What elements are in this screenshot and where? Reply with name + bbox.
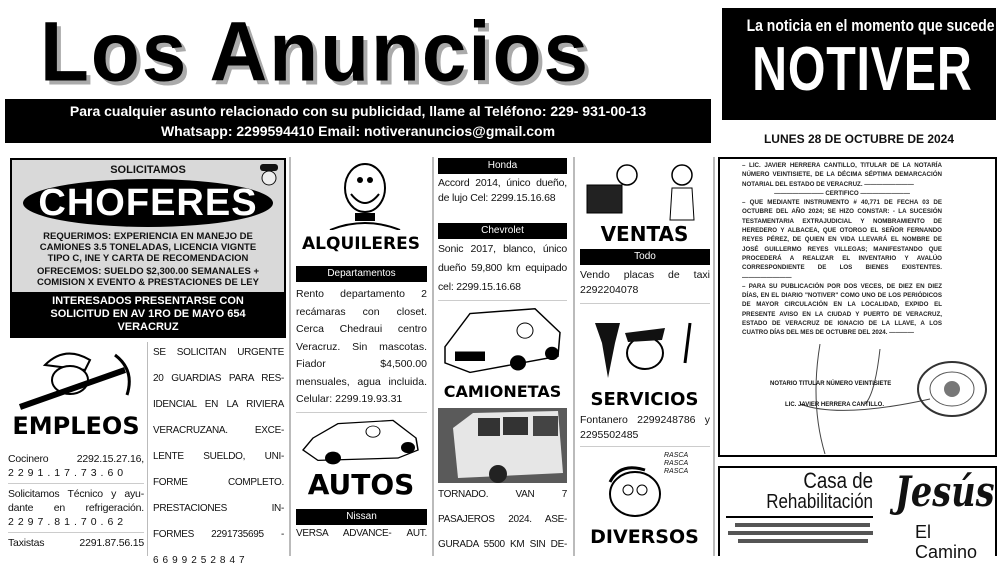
ad-line: 20 GUARDIAS PARA RES- [153, 373, 284, 384]
plumber-cartoon-icon [590, 318, 705, 386]
fine-print-bar [728, 531, 873, 535]
choferes-ad [10, 158, 286, 338]
ad-text: Accord 2014, único dueño, de lujo Cel: 2299.15.16.68 [438, 177, 567, 204]
category-label: Chevrolet [438, 223, 567, 239]
ad-text: Fontanero 2299248786 y 2295502485 [580, 414, 710, 441]
alquileres-heading: ALQUILERES [302, 234, 420, 254]
section-title: Los Anuncios [40, 4, 590, 99]
ad-line: VERSA ADVANCE- AUT. [296, 528, 427, 539]
ad-line: FORME COMPLETO. [153, 477, 284, 488]
camionetas-heading: CAMIONETAS [443, 382, 562, 401]
van-photo [438, 408, 567, 483]
ad-line: LENTE SUELDO, UNI- [153, 451, 284, 462]
issue-date: LUNES 28 DE OCTUBRE DE 2024 [763, 132, 955, 146]
ad-text: Vendo placas de taxi 2292204078 [580, 269, 710, 296]
car-cartoon-icon [298, 414, 428, 466]
ad-line: Solicitamos Técnico y ayu- [8, 488, 144, 500]
ad-footer [12, 292, 284, 336]
empleos-ads [8, 452, 144, 550]
ad-line: PRESTACIONES IN- [153, 503, 284, 514]
requirement-line: CAMIONES 3.5 TONELADAS, LICENCIA VIGNTE [39, 242, 257, 253]
driver-cap-icon [256, 162, 282, 188]
van-ad [438, 482, 567, 557]
ad-line: 2297.81.70.62 [8, 516, 128, 528]
pickup-truck-cartoon-icon [440, 304, 565, 380]
category-label: Nissan [296, 509, 427, 525]
category-label: Todo [580, 249, 710, 265]
servicios-heading: SERVICIOS [590, 389, 699, 410]
ad-line: 2291.17.73.60 [8, 467, 128, 479]
sellers-cartoon-icon [582, 160, 710, 222]
ad-line: FORMES 2291735695 - [153, 529, 284, 540]
notary-signature-title: NOTARIO TITULAR NÚMERO VEINTISIETE [770, 381, 892, 387]
ad-line: Sonic 2017, blanco, único [438, 243, 567, 255]
notiver-logo [722, 8, 996, 120]
notary-paragraph: – LIC. JAVIER HERRERA CANTILLO, TITULAR DE LA NOTARÍA NÚMERO VEINTISIETE, DE LA DÉCIMA SÉPTIMA DEMARCACIÓN NOTARIAL DEL ESTADO DE VERACRUZ. ———————— [742, 162, 942, 188]
ad-line: VERACRUZANA. EXCE- [153, 425, 284, 436]
rehab-title-line2: Rehabilitación [766, 491, 873, 513]
brand-name: NOTIVER [752, 35, 973, 104]
rehab-logo-sub: El Camino [915, 522, 978, 562]
ad-line: dante en refrigeración. [8, 502, 144, 514]
ad-line: TORNADO. VAN 7 [438, 489, 567, 500]
ad-line: Taxistas 2291.87.56.15 [8, 537, 144, 549]
smiling-man-cartoon-icon [325, 158, 405, 230]
ad-kicker: SOLICITAMOS [110, 164, 186, 176]
ad-line: Cocinero 2292.15.27.16, [8, 453, 144, 465]
footer-line: VERACRUZ [117, 321, 179, 333]
ad-title: CHOFERES [23, 179, 273, 227]
offer-line: COMISION X EVENTO & PRESTACIONES DE LEY [37, 277, 259, 288]
notary-notice [718, 157, 997, 457]
notary-seal-icon [915, 359, 990, 419]
contact-bar [5, 99, 711, 143]
fine-print-bar [738, 539, 868, 543]
ad-line: IDENCIAL EN LA RIVIERA [153, 399, 284, 410]
notary-signature-name: LIC. JAVIER HERRERA CANTILLO. [785, 402, 885, 408]
speech-text: RASCA RASCA RASCA [664, 452, 689, 475]
rehab-ad [718, 466, 997, 562]
contact-phone: Para cualquier asunto relacionado con su publicidad, llame al Teléfono: 229- 931-00-13 [69, 103, 647, 119]
footer-line: INTERESADOS PRESENTARSE CON [52, 295, 244, 307]
column-divider [713, 157, 715, 556]
notary-paragraph: – PARA SU PUBLICACIÓN POR DOS VECES, DE DIEZ EN DIEZ DÍAS, EN EL DIARIO "NOTIVER" COMO UNO DE LOS PERIÓDICOS DE MAYOR CIRCULACIÓN EN LA LOCALIDAD, EXPIDO EL PRESENTE AVISO EN LA CIUDAD Y PUERTO DE VERACRUZ, ESTADO DE VERACRUZ DE IGNACIO DE LA LLAVE, A LOS CUATRO DÍAS DEL MES DE OCTUBRE DEL 2024. ———— [742, 282, 942, 337]
guardias-ad [153, 340, 284, 574]
offer-line: OFRECEMOS: SUELDO $2,300.00 SEMANALES + [37, 266, 259, 277]
ad-line: dueño 59,800 km equipado [438, 262, 567, 274]
diversos-heading: DIVERSOS [590, 526, 699, 548]
column-divider [573, 157, 575, 556]
column-divider [147, 342, 148, 556]
autos-heading: AUTOS [307, 468, 415, 501]
scratching-head-cartoon-icon [590, 452, 662, 524]
ad-line: GURADA 5500 KM SIN DE- [438, 539, 567, 550]
notary-certifico: ———————— CERTIFICO ———————— [774, 189, 910, 197]
slogan: La noticia en el momento que sucede [746, 16, 995, 35]
contact-whatsapp-email: Whatsapp: 2299594410 Email: notiveranuncios@gmail.com [160, 123, 556, 139]
ad-text: Rento departamento 2 recámaras con closet. Cerca Chedraui centro Veracruz. Sin mascotas. Fiador $4,500.00 mensuales, agua incluida. Celular: 2299.19.93.31 [296, 288, 427, 405]
column-divider [289, 157, 291, 556]
empleos-heading: EMPLEOS [12, 412, 140, 440]
ad-line: cel: 2299.15.16.68 [438, 281, 521, 293]
ad-line: SE SOLICITAN URGENTE [153, 347, 284, 358]
category-label: Honda [438, 158, 567, 174]
chevrolet-ad [438, 240, 567, 297]
ad-line: PASAJEROS 2024. ASE- [438, 514, 567, 525]
category-label: Departamentos [296, 266, 427, 282]
notary-paragraph: – QUE MEDIANTE INSTRUMENTO # 40,771 DE FECHA 03 DE OCTUBRE DEL AÑO 2024; SE HIZO CONSTAR: - LA SUCESIÓN TESTAMENTARIA EXTRAJUDICIAL Y NOMBRAMIENTO DE HEREDERO Y ALBACEA, QUE OTORGO EL SEÑOR FERNANDO REYES PÉREZ, DE QUIEN EN VIDA LLEVARÁ EL NOMBRE DE JOSÉ GUILLERMO REYES VILLEGAS; MANIFESTANDO QUE PROCEDERÁ A REALIZAR EL INVENTARIO Y AVALÚO CORRESPONDIENTE DE LOS BIENES EXISTENTES. ———————— [742, 199, 942, 281]
requirement-line: REQUERIMOS: EXPERIENCIA EN MANEJO DE [43, 231, 253, 242]
miner-cartoon-icon [15, 345, 140, 410]
column-divider [432, 157, 434, 556]
ventas-heading: VENTAS [600, 222, 689, 246]
fine-print-bar [735, 523, 870, 527]
footer-line: SOLICITUD EN AV 1RO DE MAYO 654 [50, 308, 246, 320]
rehab-logo: Jesús [895, 467, 995, 516]
ad-line: 6699252847 [153, 555, 249, 566]
requirement-line: TIPO C, INE Y CARTA DE RECOMENDACION [47, 253, 249, 264]
rehab-title-line1: Casa de [803, 468, 873, 493]
